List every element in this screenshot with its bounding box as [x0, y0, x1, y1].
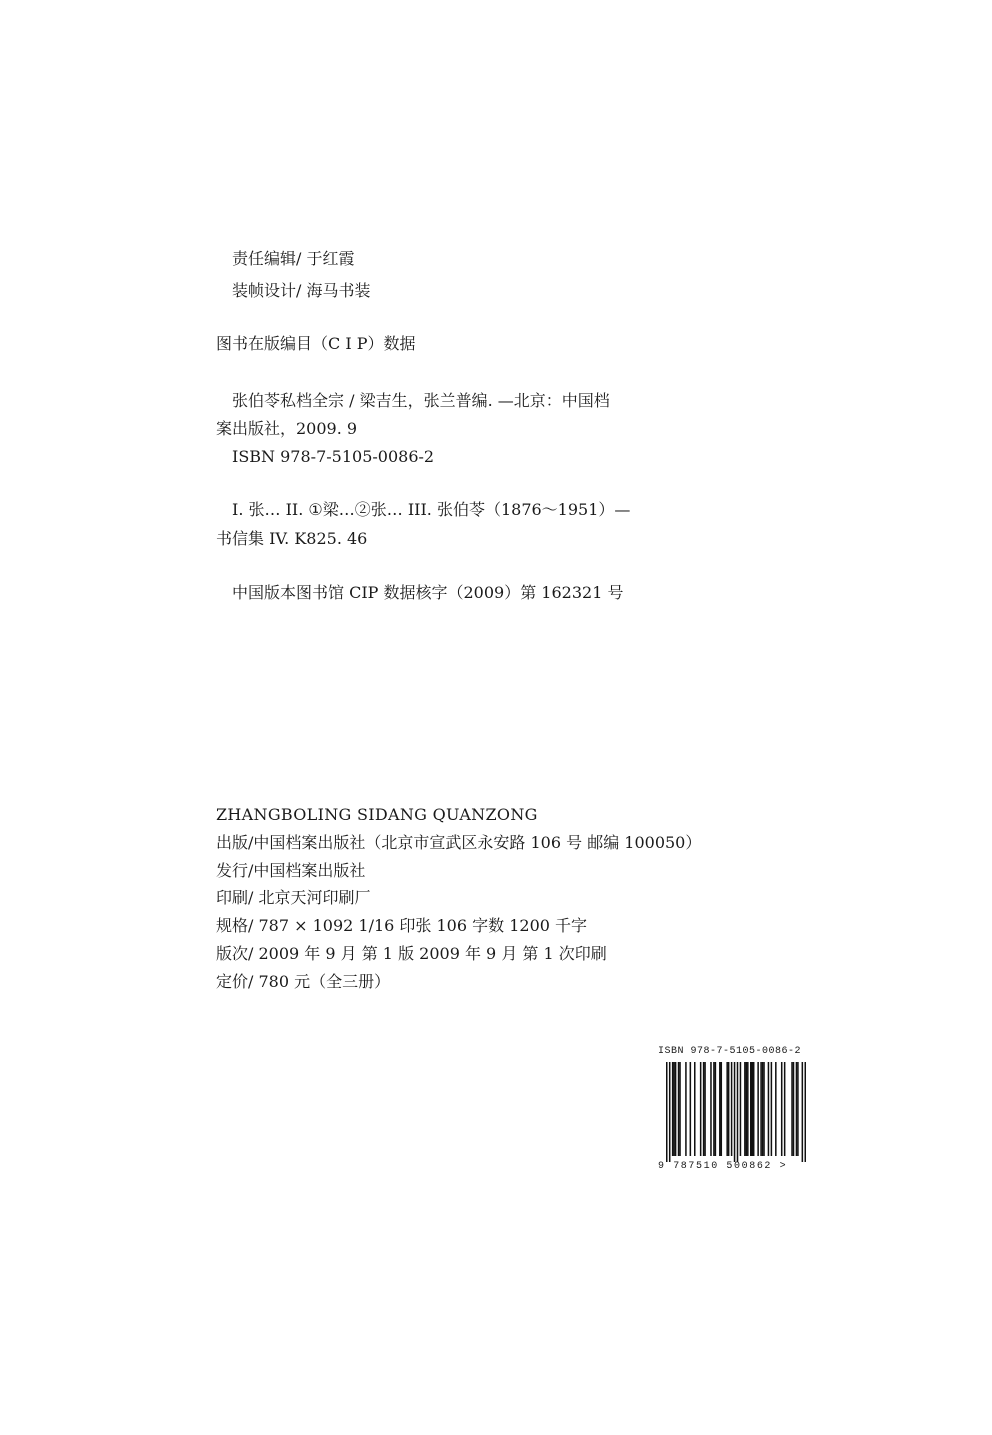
barcode-bar — [762, 1062, 764, 1156]
barcode-bar — [721, 1062, 723, 1156]
barcode-bar — [796, 1062, 798, 1156]
cip-record: 中国版本图书馆 CIP 数据核字（2009）第 162321 号 — [232, 583, 624, 602]
barcode-bar — [669, 1062, 671, 1162]
barcode-bar — [704, 1062, 706, 1156]
barcode-bar — [791, 1062, 793, 1156]
barcode-bar — [673, 1062, 675, 1156]
barcode-bar — [731, 1062, 733, 1156]
barcode-digits: 9 787510 500862 > — [658, 1161, 788, 1172]
barcode-bar — [775, 1062, 777, 1156]
barcode-bar — [802, 1062, 804, 1162]
editor-credit: 责任编辑/ 于红霞 — [232, 249, 355, 268]
barcode-bar — [678, 1062, 680, 1156]
cip-entry-line2: 案出版社，2009. 9 — [216, 419, 358, 438]
barcode-bar — [760, 1062, 762, 1156]
barcode-bar — [771, 1062, 773, 1156]
barcode-bar — [737, 1062, 739, 1162]
design-credit: 装帧设计/ 海马书装 — [232, 281, 371, 300]
barcode-bar — [753, 1062, 755, 1156]
barcode-block — [654, 1046, 814, 1176]
cip-entry-line1: 张伯苓私档全宗 / 梁吉生，张兰普编. —北京：中国档 — [232, 391, 610, 410]
barcode-bar — [805, 1062, 806, 1162]
barcode-bar — [700, 1062, 702, 1156]
barcode-bar — [675, 1062, 677, 1156]
barcode-bar — [734, 1062, 736, 1162]
barcode-bar — [728, 1062, 730, 1156]
cip-heading: 图书在版编目（C I P）数据 — [216, 334, 416, 353]
barcode-bar — [726, 1062, 728, 1156]
barcode-bar — [685, 1062, 687, 1156]
cip-isbn: ISBN 978-7-5105-0086-2 — [232, 447, 435, 466]
publisher-line: 出版/中国档案出版社（北京市宣武区永安路 106 号 邮编 100050） — [216, 833, 702, 852]
barcode-bar — [694, 1062, 696, 1156]
cip-subject-line2: 书信集 IV. K825. 46 — [216, 529, 368, 548]
barcode-bar — [781, 1062, 783, 1156]
cip-subject-line1: I. 张… II. ①梁…②张… III. 张伯苓（1876～1951）— — [232, 500, 631, 519]
barcode-bar — [784, 1062, 786, 1156]
barcode-bar — [746, 1062, 748, 1156]
barcode-bars — [666, 1062, 806, 1162]
barcode-bar — [797, 1062, 799, 1156]
printer-line: 印刷/ 北京天河印刷厂 — [216, 888, 371, 907]
distributor-line: 发行/中国档案出版社 — [216, 861, 366, 880]
barcode-bar — [719, 1062, 721, 1156]
barcode-bar — [690, 1062, 692, 1156]
barcode-bar — [740, 1062, 742, 1156]
barcode-bar — [768, 1062, 770, 1156]
barcode-bar — [793, 1062, 795, 1156]
barcode-bar — [744, 1062, 746, 1156]
barcode-bar — [757, 1062, 759, 1156]
specs-line: 规格/ 787 × 1092 1/16 印张 106 字数 1200 千字 — [216, 916, 588, 935]
barcode-bar — [672, 1062, 674, 1156]
barcode-bar — [713, 1062, 715, 1156]
price-line: 定价/ 780 元（全三册） — [216, 972, 391, 991]
barcode-bar — [751, 1062, 753, 1156]
barcode-bar — [666, 1062, 668, 1162]
barcode-bar — [747, 1062, 749, 1156]
barcode-bar — [679, 1062, 681, 1156]
barcode-bar — [710, 1062, 712, 1156]
edition-line: 版次/ 2009 年 9 月 第 1 版 2009 年 9 月 第 1 次印刷 — [216, 944, 607, 963]
barcode-bar — [715, 1062, 717, 1156]
barcode-bar — [763, 1062, 765, 1156]
pinyin-title: ZHANGBOLING SIDANG QUANZONG — [216, 805, 538, 824]
barcode-bar — [750, 1062, 752, 1156]
barcode-bar — [703, 1062, 705, 1156]
barcode-isbn-label: ISBN 978-7-5105-0086-2 — [658, 1046, 802, 1057]
